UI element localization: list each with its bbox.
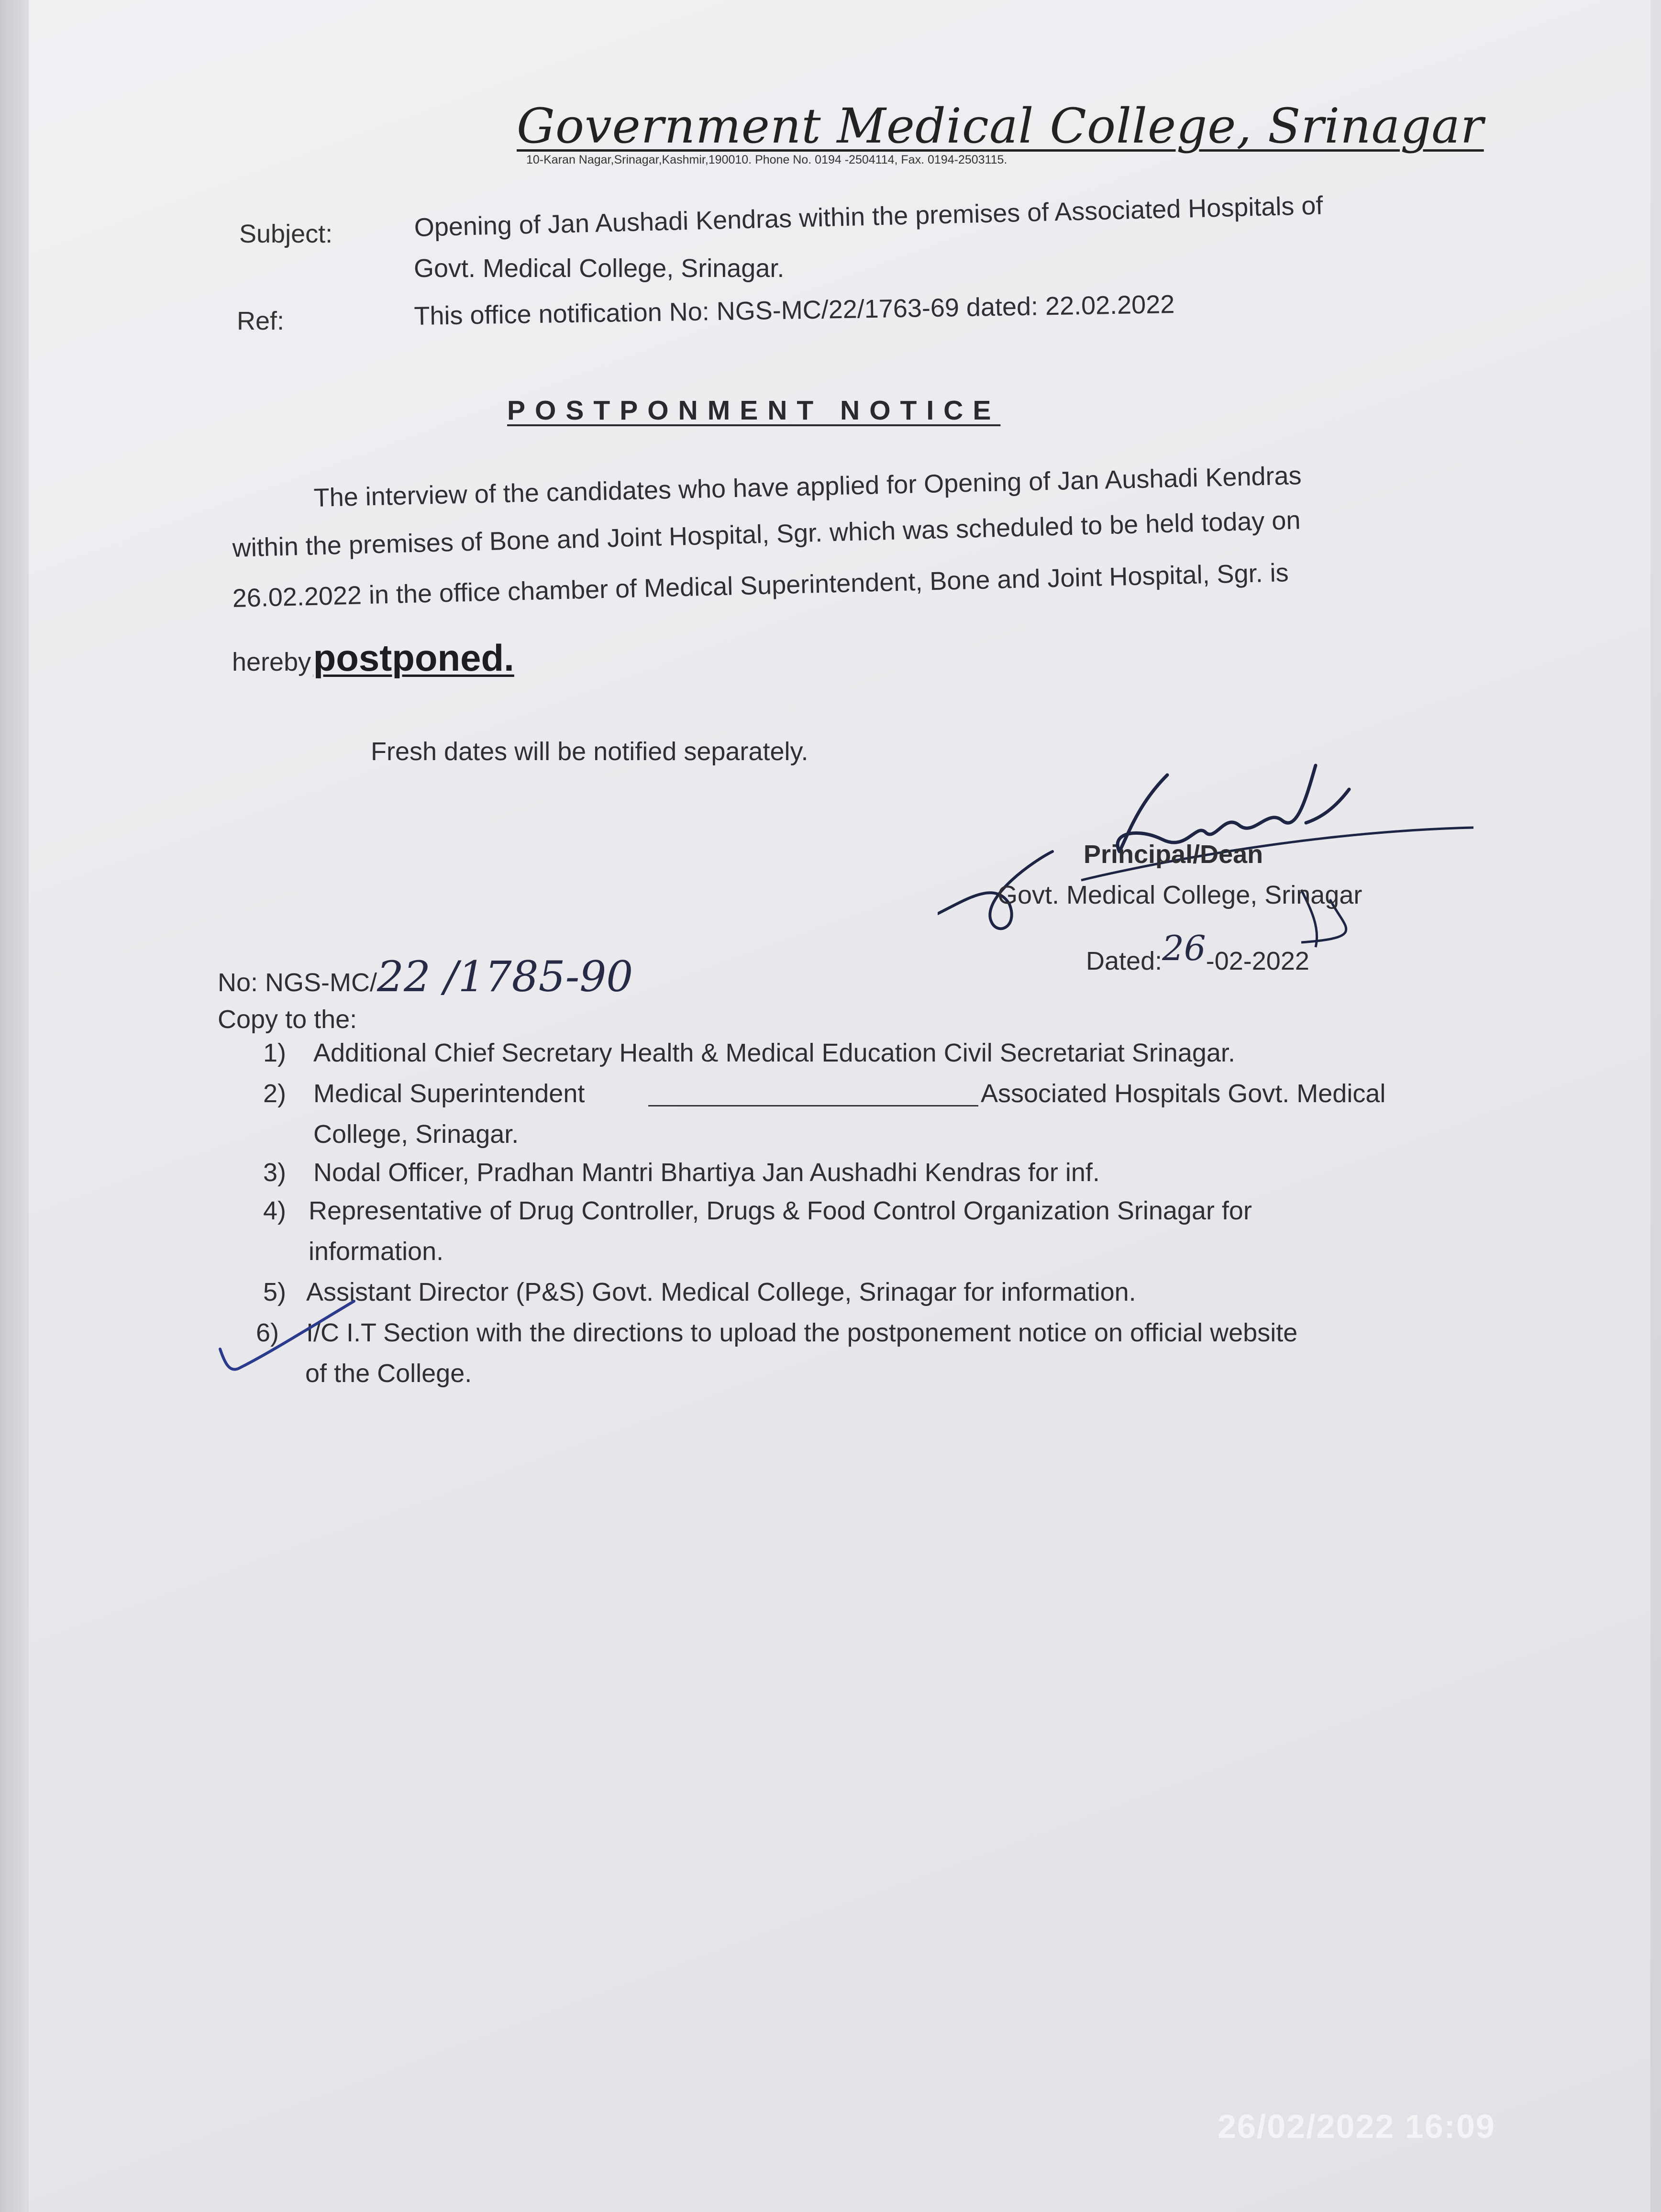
copy-item-2 [0,1079,1661,1122]
body-line-4 [232,636,514,680]
copy-item-5-number: 5) [263,1278,287,1306]
blank-fill-line [648,1105,978,1106]
copy-item-5-text: Assistant Director (P&S) Govt. Medical College, Srinagar for information. [306,1278,1136,1306]
signatory-institution: Govt. Medical College, Srinagar [997,881,1362,909]
subject-line-2: Govt. Medical College, Srinagar. [414,254,785,283]
fresh-dates-note: Fresh dates will be notified separately. [371,737,808,766]
postponed-emphasis: postponed. [313,637,514,679]
copy-item-3-text: Nodal Officer, Pradhan Mantri Bhartiya Jan Aushadhi Kendras for inf. [313,1158,1100,1187]
photo-timestamp: 26/02/2022 16:09 [1218,2108,1495,2145]
reference-number-handwritten: 22 /1785-90 [377,952,633,1001]
copy-item-4-number: 4) [263,1196,287,1225]
copy-item-4-text-b: information. [309,1237,444,1266]
copy-item-6-text-b: of the College. [305,1359,472,1388]
ref-label: Ref: [237,307,285,335]
copy-item-1-text: Additional Chief Secretary Health & Medical Education Civil Secretariat Srinagar. [313,1039,1235,1067]
notice-heading: POSTPONMENT NOTICE [507,395,1001,426]
dated-rest: -02-2022 [1206,947,1309,975]
copy-item-6-number: 6) [256,1318,279,1347]
body-line-4-prefix: hereby [232,648,311,676]
copy-item-1 [0,1038,1661,1081]
copy-to-label: Copy to the: [218,1005,357,1034]
copy-item-2-text-a: Medical Superintendent [313,1079,585,1108]
body-line-1: The interview of the candidates who have applied for Opening of Jan Aushadi Kendras [313,461,1302,512]
dated-day-handwritten: 26 [1162,928,1206,968]
copy-item-2-text-b: Associated Hospitals Govt. Medical [981,1079,1386,1108]
copy-item-1-number: 1) [263,1039,287,1067]
copy-item-4 [0,1196,1661,1239]
copy-item-2-number: 2) [263,1079,287,1108]
ref-text: This office notification No: NGS-MC/22/1763-69 dated: 22.02.2022 [414,290,1175,331]
subject-line-1: Opening of Jan Aushadi Kendras within the premises of Associated Hospitals of [414,191,1324,242]
reference-number-printed: No: NGS-MC/ [218,968,377,997]
copy-item-3-number: 3) [263,1158,287,1187]
dated-label: Dated: [1086,947,1163,975]
copy-item-3 [0,1158,1661,1201]
institution-title: Government Medical College, Srinagar [517,98,1484,154]
signatory-title: Principal/Dean [1084,840,1263,869]
copy-item-2-text-c: College, Srinagar. [313,1120,519,1149]
body-line-3: 26.02.2022 in the office chamber of Medical Superintendent, Bone and Joint Hospital, Sgr. is [232,558,1289,613]
copy-item-4-text-a: Representative of Drug Controller, Drugs & Food Control Organization Srinagar for [309,1196,1252,1225]
subject-label: Subject: [239,220,333,248]
body-line-2: within the premises of Bone and Joint Hospital, Sgr. which was scheduled to be held today on [232,506,1301,563]
dated-line [1086,928,1309,978]
copy-item-6-text-a: I/C I.T Section with the directions to upload the postponement notice on official website [306,1318,1298,1347]
institution-address: 10-Karan Nagar,Srinagar,Kashmir,190010. Phone No. 0194 -2504114, Fax. 0194-2503115. [526,153,1008,166]
tick-mark [210,1292,364,1378]
reference-number [218,952,633,1001]
